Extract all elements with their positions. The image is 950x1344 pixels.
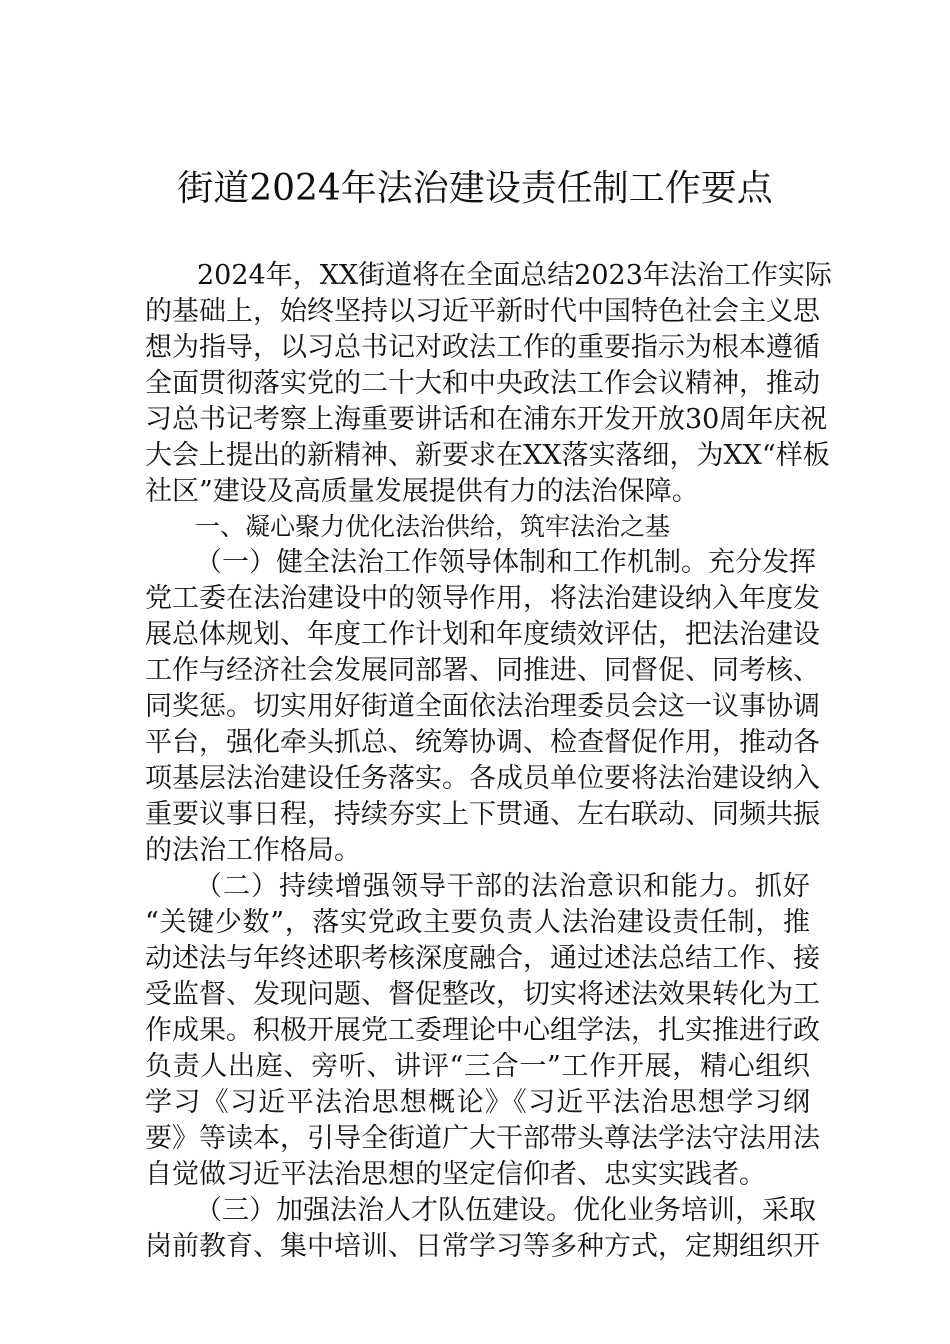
paragraph-line: 负责人出庭、旁听、讲评“三合一”工作开展，精心组织 [145,1051,810,1082]
paragraph-line: 同奖惩。切实用好街道全面依法治理委员会这一议事协调 [145,691,820,722]
paragraph-line: 作成果。积极开展党工委理论中心组学法，扎实推进行政 [145,1015,820,1046]
paragraph-line: 想为指导，以习总书记对政法工作的重要指示为根本遵循 [145,332,820,363]
paragraph-line: 平台，强化牵头抓总、统筹协调、检查督促作用，推动各 [145,727,820,758]
paragraph-line: 展总体规划、年度工作计划和年度绩效评估，把法治建设 [145,619,820,650]
paragraph-line: 的基础上，始终坚持以习近平新时代中国特色社会主义思 [145,296,820,327]
paragraph-line: 重要议事日程，持续夯实上下贯通、左右联动、同频共振 [145,799,820,830]
paragraph-line: 受监督、发现问题、督促整改，切实将述法效果转化为工 [145,979,820,1010]
paragraph-line: 自觉做习近平法治思想的坚定信仰者、忠实实践者。 [145,1159,766,1190]
paragraph-line: 要》等读本，引导全街道广大干部带头尊法学法守法用法 [145,1123,820,1154]
paragraph-line: 习总书记考察上海重要讲话和在浦东开发开放30周年庆祝 [145,404,828,435]
paragraph-line: （一）健全法治工作领导体制和工作机制。充分发挥 [195,547,816,578]
paragraph-line: “关键少数”，落实党政主要负责人法治建设责任制，推 [145,907,810,938]
paragraph-line: 全面贯彻落实党的二十大和中央政法工作会议精神，推动 [145,368,820,399]
paragraph-line: 项基层法治建设任务落实。各成员单位要将法治建设纳入 [145,763,820,794]
paragraph-line: 2024年，XX街道将在全面总结2023年法治工作实际 [197,260,832,291]
paragraph-line: （二）持续增强领导干部的法治意识和能力。抓好 [195,871,810,902]
document-title: 街道2024年法治建设责任制工作要点 [177,168,773,209]
paragraph-line: 大会上提出的新精神、新要求在XX落实落细，为XX“样板 [145,440,830,471]
paragraph-line: 的法治工作格局。 [145,835,361,866]
section-heading: 一、凝心聚力优化法治供给，筑牢法治之基 [195,512,671,541]
paragraph-line: 动述法与年终述职考核深度融合，通过述法总结工作、接 [145,943,820,974]
paragraph-line: 学习《习近平法治思想概论》《习近平法治思想学习纲 [145,1087,810,1118]
paragraph-line: 岗前教育、集中培训、日常学习等多种方式，定期组织开 [145,1231,820,1262]
paragraph-line: 社区”建设及高质量发展提供有力的法治保障。 [145,476,699,507]
paragraph-line: （三）加强法治人才队伍建设。优化业务培训，采取 [195,1195,816,1226]
paragraph-line: 党工委在法治建设中的领导作用，将法治建设纳入年度发 [145,583,820,614]
paragraph-line: 工作与经济社会发展同部署、同推进、同督促、同考核、 [145,655,820,686]
